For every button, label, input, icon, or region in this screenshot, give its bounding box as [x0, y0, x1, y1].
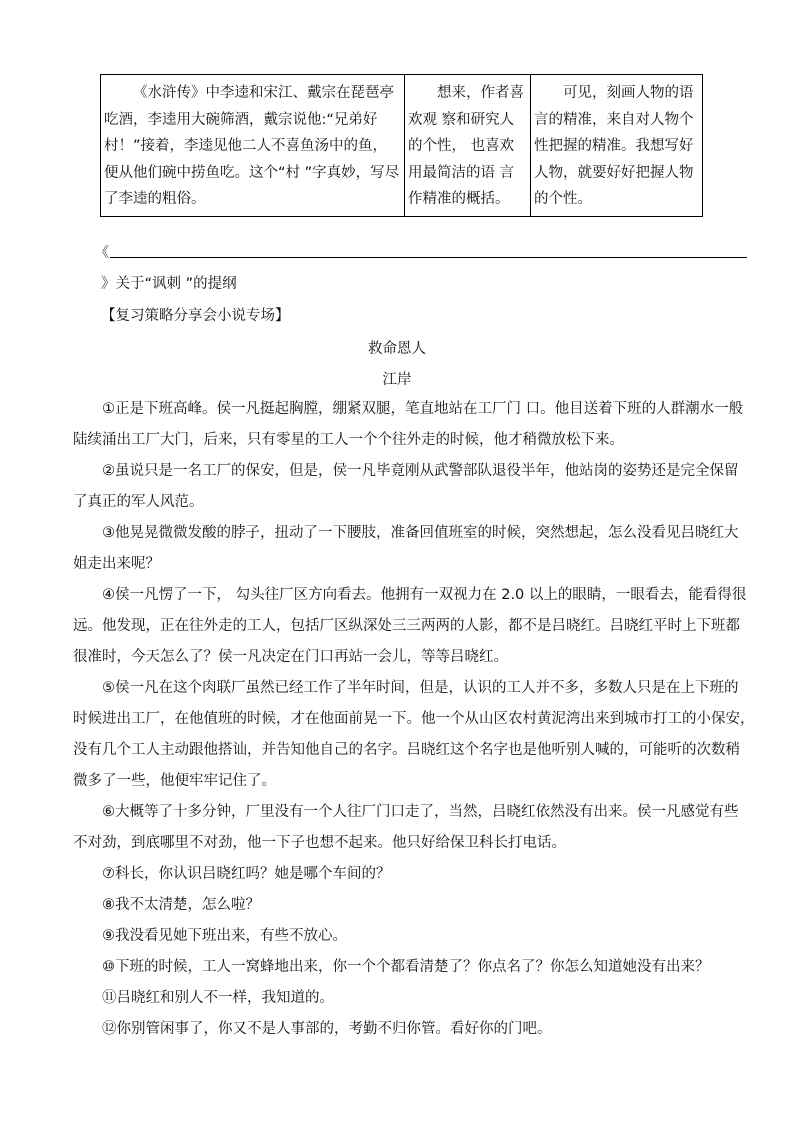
section-title: 【复习策略分享会小说专场】 [101, 308, 290, 324]
paragraph-5: ⑤侯一凡在这个肉联厂虽然已经工作了半年时间，但是，认识的工人并不多，多数人只是在上下班的 时候进出工厂，在他值班的时候，才在他面前晃一下。他一个从山区农村黄泥湾出来到城市打工的小保安， 没有几个工人主动跟他搭讪，并告知他自己的名字。吕晓红这个名字也是他听别人喊的，可能听的次数稍 微多了一些，他便牢牢记住了。 [73, 680, 755, 789]
outline-line: 》关于“讽刺 ”的提纲 [101, 276, 237, 292]
story-author: 江岸 [382, 372, 412, 388]
table-row [101, 75, 703, 217]
quote-table [100, 74, 703, 217]
paragraph-9: ⑨我没看见她下班出来，有些不放心。 [102, 928, 347, 944]
paragraph-1: ①正是下班高峰。侯一凡挺起胸膛，绷紧双腿，笔直地站在工厂门 口。他目送着下班的人群潮水一般 陆续涌出工厂大门，后来，只有零星的工人一个个往外走的时候，他才稍微放松下来。 [73, 401, 744, 448]
table-cell-example: 《水浒传》中李逵和宋江、戴宗在琵琶亭吃酒，李逵用大碗筛酒，戴宗说他:“兄弟好村！”接着，李逵见他二人不喜鱼汤中的鱼，便从他们碗中捞鱼吃。这个“村 ”字真妙，写尽了李逵的粗俗。 [101, 75, 405, 217]
paragraph-3: ③他晃晃微微发酸的脖子，扭动了一下腰肢，准备回值班室的时候，突然想起，怎么没看见吕晓红大 姐走出来呢？ [73, 525, 739, 572]
paragraph-4: ④侯一凡愣了一下， 勾头往厂区方向看去。他拥有一双视力在 2.0 以上的眼睛，一眼看去，能看得很 远。他发现，正在往外走的工人，包括厂区纵深处三三两两的人影，都不是吕晓红。吕晓红平时上下班都 很准时，今天怎么了？侯一凡决定在门口再站一会儿，等等吕晓红。 [73, 587, 747, 665]
paragraph-11: ⑪吕晓红和别人不一样，我知道的。 [102, 990, 334, 1006]
divider-line [110, 257, 747, 258]
paragraph-6: ⑥大概等了十多分钟，厂里没有一个人往厂门口走了，当然，吕晓红依然没有出来。侯一凡感觉有些 不对劲，到底哪里不对劲，他一下子也想不起来。他只好给保卫科长打电话。 [73, 804, 739, 851]
paragraph-2: ②虽说只是一名工厂的保安，但是，侯一凡毕竟刚从武警部队退役半年，他站岗的姿势还是完全保留 了真正的军人风范。 [73, 463, 739, 510]
paragraph-10: ⑩下班的时候，工人一窝蜂地出来，你一个个都看清楚了？你点名了？你怎么知道她没有出来？ [102, 959, 710, 975]
rule-mark: 《 [95, 245, 109, 261]
paragraph-8: ⑧我不太清楚，怎么啦？ [102, 897, 260, 913]
table-cell-conclusion: 可见，刻画人物的语言的精准，来自对人物个性把握的精准。我想写好人物，就要好好把握人物的个性。 [531, 75, 703, 217]
story-title: 救命恩人 [368, 341, 426, 357]
paragraph-7: ⑦科长，你认识吕晓红吗？她是哪个车间的？ [102, 866, 391, 882]
paragraph-12: ⑫你别管闲事了，你又不是人事部的，考勤不归你管。看好你的门吧。 [102, 1021, 552, 1037]
table-cell-inference: 想来，作者喜欢观 察和研究人的个性， 也喜欢用最简洁的语 言作精准的概括。 [405, 75, 531, 217]
